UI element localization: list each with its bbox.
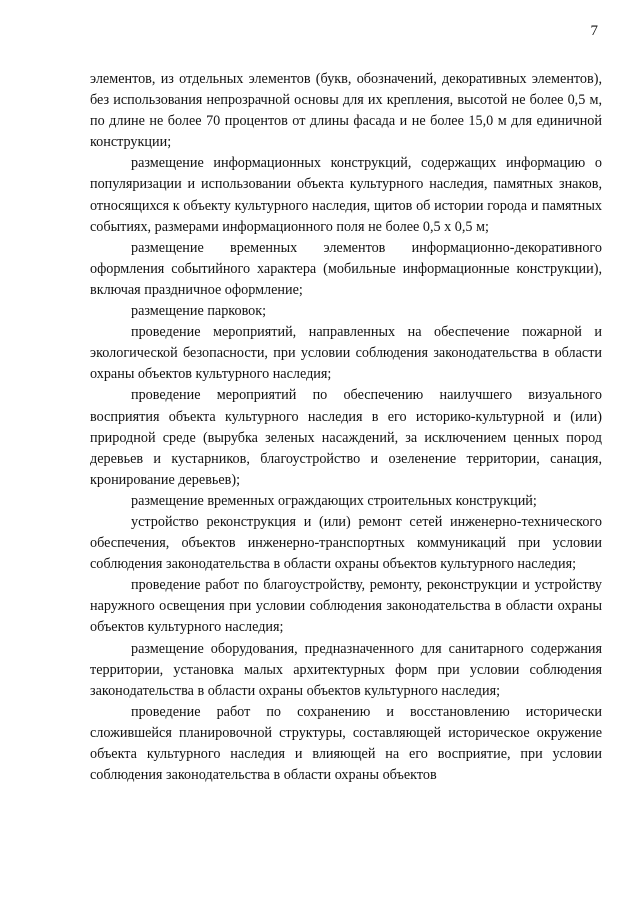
paragraph: проведение мероприятий по обеспечению наилучшего визуального восприятия объекта культурного наследия в его историко-культурной и (или) природной среде (вырубка зеленых насаждений, за исключением ценных пород деревьев и кустарников, благоустройство и озеленение территории, санация, кронирование деревьев);	[90, 387, 602, 488]
paragraph: проведение работ по благоустройству, ремонту, реконструкции и устройству наружного освещения при условии соблюдения законодательства в области охраны объектов культурного наследия;	[90, 577, 602, 636]
paragraph: размещение временных ограждающих строительных конструкций;	[131, 492, 537, 509]
page-number: 7	[590, 23, 598, 39]
paragraph: размещение временных элементов информационно-декоративного оформления событийного характера (мобильные информационные конструкции), включая праздничное оформление;	[90, 239, 602, 298]
paragraph: проведение мероприятий, направленных на обеспечение пожарной и экологической безопасности, при условии соблюдения законодательства в области охраны объектов культурного наследия;	[90, 324, 602, 383]
paragraph: размещение оборудования, предназначенного для санитарного содержания территории, установка малых архитектурных форм при условии соблюдения законодательства в области охраны объектов культурного наследия;	[90, 640, 602, 699]
paragraph-continuation: элементов, из отдельных элементов (букв, обозначений, декоративных элементов), без использования непрозрачной основы для их крепления, высотой не более 0,5 м, по длине не более 70 процентов от длины фасада и не более 15,0 м для единичной конструкции;	[90, 71, 602, 151]
paragraph: устройство реконструкция и (или) ремонт сетей инженерно-технического обеспечения, объектов инженерно-транспортных коммуникаций при условии соблюдения законодательства в области охраны объектов культурного наследия;	[90, 513, 602, 573]
document-body	[90, 69, 602, 786]
paragraph: размещение парковок;	[131, 303, 267, 320]
paragraph: проведение работ по сохранению и восстановлению исторически сложившейся планировочной структуры, составляющей историческое окружение объекта культурного наследия и влияющей на его восприятие, при условии соблюдения законодательства в области охраны объектов	[90, 703, 602, 784]
paragraph: размещение информационных конструкций, содержащих информацию о популяризации и использовании объекта культурного наследия, памятных знаков, относящихся к объекту культурного наследия, щитов об истории города и памятных событиях, размерами информационного поля не более 0,5 х 0,5 м;	[90, 155, 602, 235]
